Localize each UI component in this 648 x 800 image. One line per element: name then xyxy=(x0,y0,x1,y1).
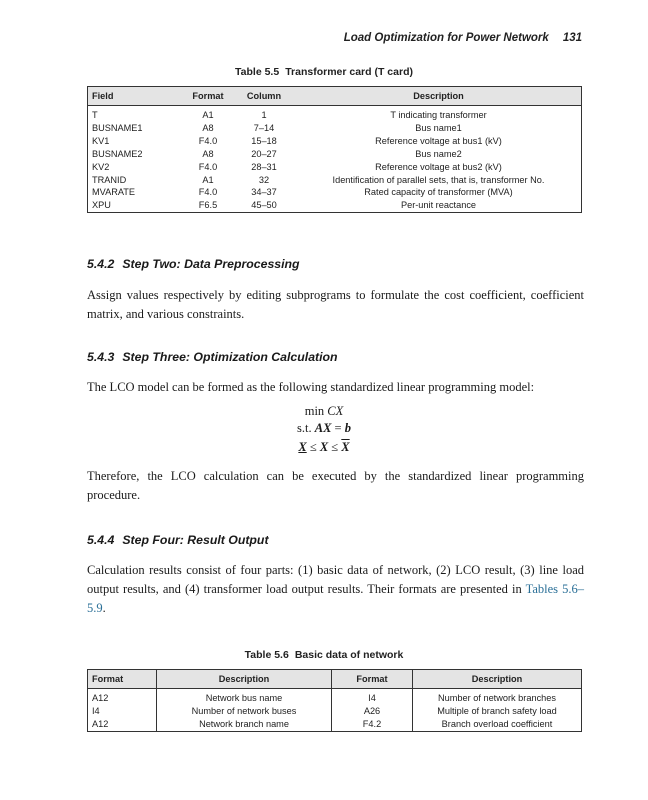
cell-field: BUSNAME2 xyxy=(88,148,185,161)
cell-column: 32 xyxy=(258,174,270,185)
cell-format-1: A12 xyxy=(88,718,157,731)
cell-format: A1 xyxy=(202,110,214,120)
section-5-4-4-heading xyxy=(87,533,269,547)
equation-objective xyxy=(0,404,648,419)
table-row xyxy=(88,174,582,187)
cell-description-1: Network branch name xyxy=(157,718,332,731)
header-description-2: Description xyxy=(413,670,582,689)
cell-format: F4.0 xyxy=(198,135,218,146)
table-row xyxy=(88,199,582,212)
eq-min: min xyxy=(304,404,328,418)
cell-field: BUSNAME1 xyxy=(88,122,185,135)
cell-description: Reference voltage at bus1 (kV) xyxy=(296,135,582,148)
tables-link[interactable]: Tables 5.6–5.9 xyxy=(87,582,584,615)
section-5-4-3-outro: Therefore, the LCO calculation can be executed by the standardized linear programming procedure. xyxy=(87,469,584,502)
eq-le: ≤ xyxy=(328,440,342,454)
table-row xyxy=(88,718,582,731)
cell-format: F4.0 xyxy=(198,161,218,172)
cell-description-1: Network bus name xyxy=(157,692,332,705)
table-5-5-caption xyxy=(0,66,648,78)
cell-format-2: A26 xyxy=(332,705,413,718)
section-title: Step Three: Optimization Calculation xyxy=(122,350,338,364)
cell-format-2: F4.2 xyxy=(332,718,413,731)
body-text: Calculation results consist of four parts: (1) basic data of network, (2) LCO result, (3) line load output results, and (4) transformer load output results. Their formats are presented in xyxy=(87,563,584,596)
header-column: Column xyxy=(232,87,296,106)
table-5-6-label: Table 5.6 xyxy=(244,649,289,661)
table-header-row xyxy=(88,670,582,689)
cell-field: KV1 xyxy=(88,135,185,148)
table-row xyxy=(88,161,582,174)
cell-field: KV2 xyxy=(88,161,185,174)
cell-description: Per-unit reactance xyxy=(296,199,582,212)
cell-description-2: Branch overload coefficient xyxy=(413,718,582,731)
section-5-4-3-heading xyxy=(87,350,338,364)
section-5-4-2-body: Assign values respectively by editing subprograms to formulate the cost coefficient, coefficient matrix, and various constraints. xyxy=(87,288,584,321)
table-row xyxy=(88,148,582,161)
page-number: 131 xyxy=(562,32,582,44)
cell-description-1: Number of network buses xyxy=(157,705,332,718)
running-title: Load Optimization for Power Network xyxy=(343,32,549,44)
table-5-6-caption xyxy=(0,649,648,661)
header-format-2: Format xyxy=(332,670,413,689)
eq-st: s.t. xyxy=(297,421,315,435)
table-row xyxy=(88,705,582,718)
cell-description: T indicating transformer xyxy=(296,109,582,122)
cell-format: A1 xyxy=(202,174,214,185)
header-format-1: Format xyxy=(88,670,157,689)
eq-x-lower: X xyxy=(298,440,307,454)
basic-network-data-table xyxy=(87,669,582,732)
cell-description-2: Multiple of branch safety load xyxy=(413,705,582,718)
cell-column: 20–27 xyxy=(251,148,277,159)
cell-description-2: Number of network branches xyxy=(413,692,582,705)
table-5-5-label: Table 5.5 xyxy=(235,66,280,78)
table-row xyxy=(88,135,582,148)
cell-description: Identification of parallel sets, that is, transformer No. xyxy=(296,174,582,187)
eq-x-upper: $\overline{X}$ xyxy=(341,440,350,454)
cell-column: 28–31 xyxy=(251,161,277,172)
running-head xyxy=(344,32,582,44)
cell-format: F6.5 xyxy=(184,199,232,212)
transformer-card-table xyxy=(87,86,582,213)
header-description-1: Description xyxy=(157,670,332,689)
cell-description: Reference voltage at bus2 (kV) xyxy=(296,161,582,174)
section-5-4-3-intro: The LCO model can be formed as the following standardized linear programming model: xyxy=(87,380,535,394)
table-header-row xyxy=(88,87,582,106)
eq-le: ≤ xyxy=(306,440,320,454)
cell-column: 1 xyxy=(261,110,267,120)
header-format: Format xyxy=(184,87,232,106)
cell-field: MVARATE xyxy=(88,186,185,199)
table-row xyxy=(88,186,582,199)
table-row xyxy=(88,109,582,122)
section-title: Step Four: Result Output xyxy=(122,533,269,547)
body-text-end: . xyxy=(102,601,106,615)
table-row xyxy=(88,122,582,135)
eq-equals: = xyxy=(331,421,345,435)
section-number: 5.4.3 xyxy=(87,350,115,364)
section-title: Step Two: Data Preprocessing xyxy=(122,257,300,271)
cell-description: Rated capacity of transformer (MVA) xyxy=(296,186,582,199)
cell-description: Bus name1 xyxy=(296,122,582,135)
header-field: Field xyxy=(88,87,185,106)
section-number: 5.4.2 xyxy=(87,257,115,271)
cell-field: T xyxy=(88,109,185,122)
cell-column: 15–18 xyxy=(251,135,277,146)
cell-field: TRANID xyxy=(88,174,185,187)
cell-column: 7–14 xyxy=(253,122,275,133)
table-5-6-title: Basic data of network xyxy=(294,649,404,661)
table-5-5-title: Transformer card (T card) xyxy=(285,66,413,78)
cell-format: F4.0 xyxy=(198,187,218,198)
eq-cx: CX xyxy=(327,404,344,418)
table-row xyxy=(88,692,582,705)
cell-column: 45–50 xyxy=(232,199,296,212)
equation-constraint xyxy=(0,421,648,436)
section-number: 5.4.4 xyxy=(87,533,115,547)
eq-x: X xyxy=(319,440,329,454)
cell-format: A8 xyxy=(202,148,214,159)
cell-format: A8 xyxy=(202,122,214,133)
cell-description: Bus name2 xyxy=(296,148,582,161)
cell-format-1: A12 xyxy=(88,692,157,705)
cell-field: XPU xyxy=(88,199,185,212)
cell-format-2: I4 xyxy=(332,692,413,705)
section-5-4-4-body xyxy=(87,561,584,618)
header-description: Description xyxy=(296,87,582,106)
cell-format-1: I4 xyxy=(88,705,157,718)
equation-bounds xyxy=(0,440,648,455)
cell-column: 34–37 xyxy=(251,187,277,198)
eq-b: b xyxy=(344,421,351,435)
eq-ax: AX xyxy=(314,421,332,435)
section-5-4-2-heading xyxy=(87,257,300,271)
